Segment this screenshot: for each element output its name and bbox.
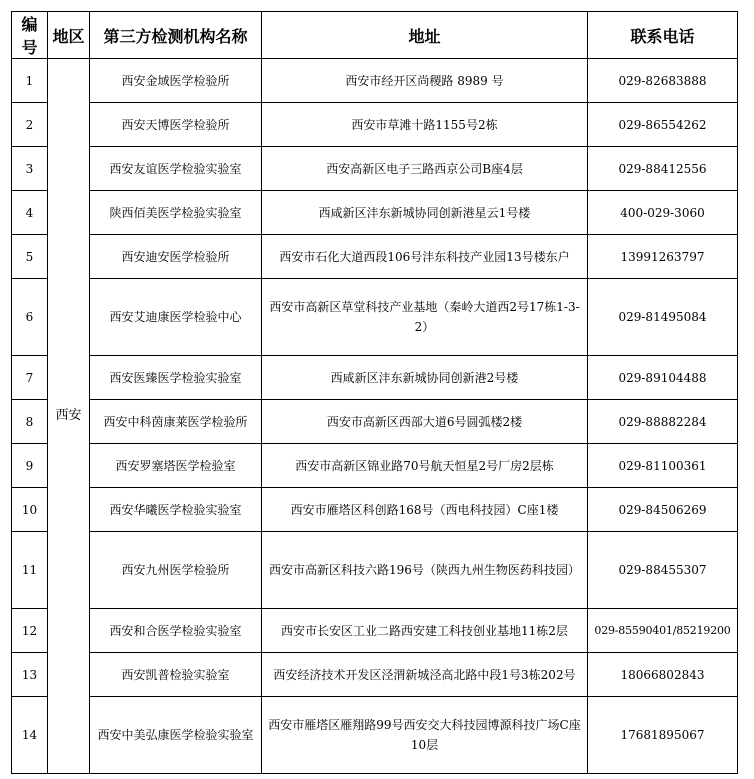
table-row [12,235,738,279]
header-address: 地址 [262,12,588,59]
row-number: 12 [12,609,48,653]
row-number: 8 [12,400,48,444]
row-number: 2 [12,103,48,147]
lab-address: 西安市草滩十路1155号2栋 [262,103,588,147]
lab-address: 西安市高新区科技六路196号（陕西九州生物医药科技园） [262,532,588,609]
lab-phone: 029-88412556 [588,147,738,191]
lab-phone: 18066802843 [588,653,738,697]
row-number: 3 [12,147,48,191]
lab-address: 西安市高新区锦业路70号航天恒星2号厂房2层栋 [262,444,588,488]
row-number: 14 [12,697,48,774]
lab-phone: 029-88882284 [588,400,738,444]
table-row [12,147,738,191]
lab-phone: 400-029-3060 [588,191,738,235]
lab-phone: 029-88455307 [588,532,738,609]
table-row [12,444,738,488]
row-number: 10 [12,488,48,532]
table-row [12,103,738,147]
row-number: 9 [12,444,48,488]
lab-phone: 029-84506269 [588,488,738,532]
table-row [12,191,738,235]
lab-address: 西安市石化大道西段106号沣东科技产业园13号楼东户 [262,235,588,279]
lab-phone: 13991263797 [588,235,738,279]
lab-name: 西安中美弘康医学检验实验室 [90,697,262,774]
lab-name: 西安金域医学检验所 [90,59,262,103]
header-lab-name: 第三方检测机构名称 [90,12,262,59]
lab-address: 西安经济技术开发区泾渭新城泾高北路中段1号3栋202号 [262,653,588,697]
lab-address: 西安市经开区尚稷路 8989 号 [262,59,588,103]
lab-name: 西安九州医学检验所 [90,532,262,609]
lab-name: 西安凯普检验实验室 [90,653,262,697]
lab-address: 西安高新区电子三路西京公司B座4层 [262,147,588,191]
lab-phone: 029-82683888 [588,59,738,103]
lab-name: 西安友谊医学检验实验室 [90,147,262,191]
row-number: 4 [12,191,48,235]
table-row [12,356,738,400]
lab-name: 西安和合医学检验实验室 [90,609,262,653]
lab-name: 西安华曦医学检验实验室 [90,488,262,532]
lab-name: 西安艾迪康医学检验中心 [90,279,262,356]
lab-phone: 029-86554262 [588,103,738,147]
row-number: 11 [12,532,48,609]
lab-name: 西安天博医学检验所 [90,103,262,147]
lab-phone: 029-85590401/85219200 [588,609,738,653]
lab-address: 西安市高新区草堂科技产业基地（秦岭大道西2号17栋1-3-2） [262,279,588,356]
row-number: 7 [12,356,48,400]
lab-phone: 029-81100361 [588,444,738,488]
header-number: 编号 [12,12,48,59]
lab-address: 西安市高新区西部大道6号圆弧楼2楼 [262,400,588,444]
region-cell: 西安 [48,59,90,774]
lab-phone: 029-81495084 [588,279,738,356]
lab-name: 西安迪安医学检验所 [90,235,262,279]
table-row [12,279,738,356]
lab-name: 西安罗塞塔医学检验室 [90,444,262,488]
header-row [12,12,738,59]
row-number: 1 [12,59,48,103]
table-row [12,400,738,444]
row-number: 5 [12,235,48,279]
lab-address: 西咸新区沣东新城协同创新港2号楼 [262,356,588,400]
row-number: 6 [12,279,48,356]
table-row [12,488,738,532]
table-row [12,59,738,103]
lab-directory-table [11,11,738,774]
table-row [12,697,738,774]
lab-address: 西安市长安区工业二路西安建工科技创业基地11栋2层 [262,609,588,653]
lab-name: 陕西佰美医学检验实验室 [90,191,262,235]
table-row [12,532,738,609]
header-phone: 联系电话 [588,12,738,59]
lab-phone: 029-89104488 [588,356,738,400]
lab-address: 西咸新区沣东新城协同创新港星云1号楼 [262,191,588,235]
header-region: 地区 [48,12,90,59]
table-row [12,653,738,697]
lab-address: 西安市雁塔区科创路168号（西电科技园）C座1楼 [262,488,588,532]
row-number: 13 [12,653,48,697]
table-row [12,609,738,653]
lab-name: 西安医臻医学检验实验室 [90,356,262,400]
lab-phone: 17681895067 [588,697,738,774]
lab-address: 西安市雁塔区雁翔路99号西安交大科技园博源科技广场C座10层 [262,697,588,774]
lab-name: 西安中科茵康莱医学检验所 [90,400,262,444]
